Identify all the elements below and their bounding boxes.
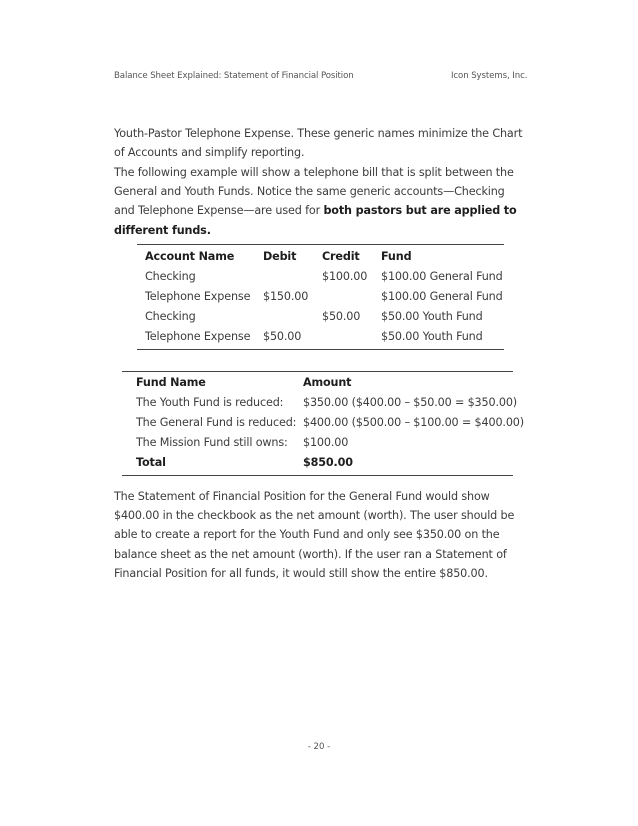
table-row [145, 267, 511, 287]
running-header-title: Balance Sheet Explained: Statement of Financial Position [114, 71, 354, 81]
paragraph-example [114, 163, 526, 240]
table-cell [263, 267, 322, 287]
paragraph-example-text: The following example will show a telephone bill that is split between the General and Youth Funds. Notice the same generic accounts—Checking and Telephone Expense—are used for [114, 166, 514, 218]
column-header-debit: Debit [263, 250, 297, 264]
paragraph-example-emphasis: both pastors but are applied to different funds. [114, 204, 517, 237]
paragraph-intro: Youth-Pastor Telephone Expense. These generic names minimize the Chart of Accounts and simplify reporting. [114, 127, 523, 160]
transactions-table [145, 247, 511, 346]
table-cell: The Youth Fund is reduced: [136, 396, 284, 410]
table-cell: $150.00 [263, 289, 309, 303]
funds-table [136, 373, 524, 472]
column-header-credit: Credit [322, 250, 360, 264]
table-cell: Telephone Expense [145, 289, 251, 303]
total-row [136, 452, 524, 472]
table-cell: Telephone Expense [145, 329, 251, 343]
transactions-table-bottom-rule [137, 349, 504, 350]
paragraph-conclusion: The Statement of Financial Position for the General Fund would show $400.00 in the checkbook as the net amount (worth). The user should be able to create a report for the Youth Fund and only see $350.00 on the balance sheet as the net amount (worth). If the user ran a Statement of Financial Position for all funds, it would still show the entire $850.00. [114, 490, 515, 580]
column-header-amount: Amount [303, 376, 352, 390]
table-cell: $100.00 General Fund [381, 270, 503, 284]
table-cell: $100.00 [322, 270, 368, 284]
table-cell: The General Fund is reduced: [136, 415, 297, 429]
column-header-fund: Fund [381, 250, 412, 264]
table-row [136, 413, 524, 433]
table-cell [322, 326, 381, 346]
page-number: - 20 - [307, 742, 331, 752]
table-header-row [136, 373, 524, 393]
column-header-account-name: Account Name [145, 250, 235, 264]
table-cell [322, 287, 381, 307]
table-cell: $50.00 [263, 329, 302, 343]
table-header-row [145, 247, 511, 267]
total-amount: $850.00 [303, 455, 353, 469]
table-row [145, 287, 511, 307]
table-row [145, 306, 511, 326]
table-cell [263, 306, 322, 326]
table-cell: $400.00 ($500.00 – $100.00 = $400.00) [303, 415, 524, 429]
total-label: Total [136, 455, 166, 469]
table-cell: $100.00 General Fund [381, 289, 503, 303]
table-cell: Checking [145, 309, 196, 323]
table-cell: $50.00 Youth Fund [381, 309, 483, 323]
table-cell: $50.00 Youth Fund [381, 329, 483, 343]
running-header-company: Icon Systems, Inc. [451, 71, 528, 81]
table-row [136, 393, 524, 413]
transactions-table-top-rule [137, 244, 504, 245]
funds-table-bottom-rule [122, 475, 513, 476]
table-cell: $100.00 [303, 435, 349, 449]
column-header-fund-name: Fund Name [136, 376, 206, 390]
table-cell: Checking [145, 270, 196, 284]
table-cell: $50.00 [322, 309, 361, 323]
table-cell: The Mission Fund still owns: [136, 435, 288, 449]
funds-table-top-rule [122, 371, 513, 372]
table-cell: $350.00 ($400.00 – $50.00 = $350.00) [303, 396, 518, 410]
table-row [145, 326, 511, 346]
table-row [136, 432, 524, 452]
